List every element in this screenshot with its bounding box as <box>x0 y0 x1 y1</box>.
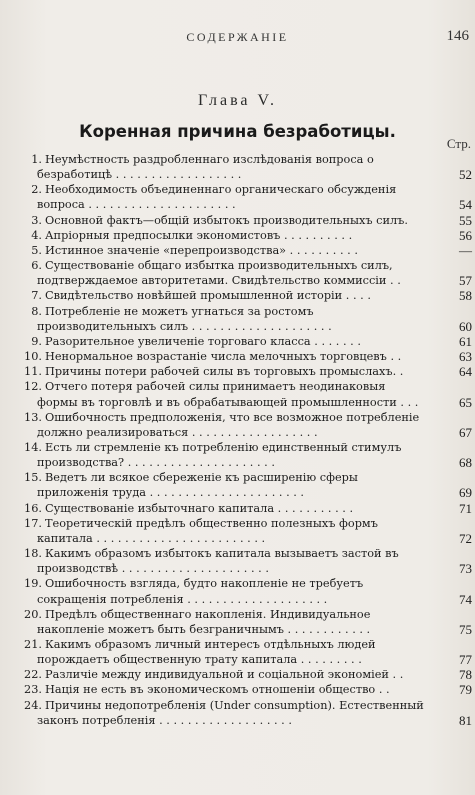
toc-entry-title: Какимъ образомъ избытокъ капитала вызываетъ застой въ производствѣ . . . . . . . . . . . . . . . . . . . . . <box>37 547 399 576</box>
toc-entry-number: 7. <box>31 289 42 303</box>
toc-entry-number: 21. <box>24 638 42 651</box>
running-head-title: СОДЕРЖАНІЕ <box>186 30 289 44</box>
toc-entry <box>24 667 472 683</box>
toc-entry-number: 23. <box>24 683 42 697</box>
toc-entry <box>24 470 472 501</box>
toc-entry-number: 10. <box>24 350 42 364</box>
toc-entry-title: Теоретическій предѣлъ общественно полезныхъ формъ капитала . . . . . . . . . . . . . . . . . . . . . . . . <box>37 516 378 545</box>
toc-entry-page: 52 <box>459 167 472 183</box>
toc-entry-number: 24. <box>24 698 42 712</box>
toc-entry <box>24 182 472 213</box>
toc-entry-title: Причины недопотребленія (Under consumption). Естественный законъ потребленія . . . . . . . . . . . . . . . . . . . <box>37 698 424 727</box>
toc-entry-page: 58 <box>459 288 472 304</box>
toc-entry-number: 14. <box>24 440 42 454</box>
toc-entry <box>24 440 472 471</box>
toc-entry-number: 12. <box>24 380 42 394</box>
toc-entry-page: 74 <box>459 591 472 607</box>
toc-entry-page: 69 <box>459 485 472 501</box>
toc-entry <box>24 242 472 258</box>
toc-entry-title: Какимъ образомъ личный интересъ отдѣльныхъ людей порождаетъ общественную трату капитала . . . . . . . . . <box>37 638 376 667</box>
toc-entry-page: 61 <box>459 333 472 349</box>
toc-entry-number: 16. <box>24 501 42 515</box>
toc-entry-number: 3. <box>31 213 42 227</box>
toc-entry-number: 13. <box>24 410 42 424</box>
toc-entry-page: — <box>459 242 472 258</box>
toc-entry <box>24 364 472 380</box>
toc-entry-page: 81 <box>459 712 472 728</box>
toc-entry-number: 6. <box>31 259 42 273</box>
toc-entry-page: 63 <box>459 349 472 365</box>
chapter-label: Глава V. <box>197 92 278 109</box>
toc-entry <box>24 576 472 607</box>
toc-entry <box>24 500 472 516</box>
toc-entry-page: 65 <box>459 394 472 410</box>
toc-entry <box>24 410 472 440</box>
toc-entry-page: 75 <box>459 621 472 637</box>
toc-entry-number: 2. <box>31 183 42 197</box>
toc-entry-title: Есть ли стремленіе къ потребленію единственный стимулъ производства? . . . . . . . . . . . . . . . . . . . . . <box>37 440 402 470</box>
toc-entry-title: Апріорныя предпосылки экономистовъ . . . . . . . . . . <box>45 228 353 242</box>
toc-entry-title: Предѣлъ общественнаго накопленія. Индивидуальное накопленіе можетъ быть безграничнымъ . . . . . . . . . . . . <box>37 607 371 636</box>
toc-entry-title: Отчего потеря рабочей силы принимаетъ неодинаковыя формы въ торговлѣ и въ обрабатывающей промышленности . . . <box>37 380 419 409</box>
toc-entry-title: Необходимость объединеннаго органическаго обсужденія вопроса . . . . . . . . . . . . . . . . . . . . . <box>37 183 397 212</box>
toc-entry <box>24 333 472 349</box>
table-of-contents <box>24 152 472 728</box>
toc-entry <box>24 349 472 365</box>
toc-entry-title: Неумѣстность раздробленнаго изслѣдованія вопроса о безработицѣ . . . . . . . . . . . . . . . . . . <box>37 153 374 182</box>
toc-entry-page: 79 <box>459 682 472 698</box>
toc-entry-title: Существованіе избыточнаго капитала . . . . . . . . . . . <box>45 501 354 515</box>
toc-entry-title: Ошибочность предположенія, что все возможное потребленіе должно реализироваться . . . . . . . . . . . . . . . . . . <box>37 410 420 439</box>
toc-entry <box>24 152 472 183</box>
toc-entry <box>24 288 472 304</box>
toc-entry-page: 71 <box>459 500 472 516</box>
toc-entry-page: 54 <box>459 197 472 213</box>
page-number: 146 <box>446 28 469 44</box>
toc-entry-title: Потребленіе не можетъ угнаться за ростомъ производительныхъ силъ . . . . . . . . . . . . . . . . . . . . <box>37 304 332 333</box>
toc-entry <box>24 379 472 410</box>
toc-entry-title: Ошибочность взгляда, будто накопленіе не требуетъ сокращенія потребленія . . . . . . . . . . . . . . . . . . . . <box>37 577 364 606</box>
toc-entry-number: 18. <box>24 547 42 561</box>
toc-entry-title: Различіе между индивидуальной и соціальной экономіей . . <box>45 668 404 682</box>
toc-entry-title: Основной фактъ—общій избытокъ производительныхъ силъ. <box>45 213 408 227</box>
toc-entry-page: 60 <box>459 318 472 334</box>
toc-entry-number: 17. <box>24 516 42 530</box>
toc-entry-page: 72 <box>459 530 472 546</box>
toc-entry-page: 56 <box>459 227 472 243</box>
toc-entry <box>24 516 472 546</box>
toc-entry-number: 11. <box>24 365 42 379</box>
toc-entry <box>24 258 472 289</box>
toc-entry <box>24 698 472 728</box>
toc-entry-title: Свидѣтельство новѣйшей промышленной исторіи . . . . <box>45 289 371 303</box>
toc-entry <box>24 607 472 637</box>
toc-entry-title: Существованіе общаго избытка производительныхъ силъ, подтверждаемое авторитетами. Свидѣтельство коммиссіи . . <box>37 259 401 288</box>
toc-entry-page: 64 <box>459 364 472 380</box>
toc-entry-number: 20. <box>24 607 42 621</box>
toc-entry-page: 73 <box>459 561 472 577</box>
page-column-header: Стр. <box>446 136 471 151</box>
toc-entry <box>24 227 472 243</box>
toc-entry-title: Разорительное увеличеніе торговаго класса . . . . . . . <box>45 334 361 348</box>
toc-entry-number: 9. <box>31 334 42 348</box>
toc-entry-number: 4. <box>31 228 42 242</box>
toc-entry <box>24 682 472 698</box>
toc-entry-number: 5. <box>31 243 42 257</box>
toc-entry-page: 68 <box>459 455 472 471</box>
toc-entry-title: Причины потери рабочей силы въ торговыхъ промыслахъ. . <box>45 365 404 379</box>
toc-entry-page: 67 <box>459 424 472 440</box>
running-head <box>0 30 475 50</box>
toc-entry-title: Нація не есть въ экономическомъ отношеніи общество . . <box>45 683 390 697</box>
toc-entry <box>24 637 472 668</box>
toc-entry-number: 22. <box>24 668 42 682</box>
toc-entry-page: 78 <box>459 667 472 683</box>
toc-entry-page: 55 <box>459 212 472 228</box>
toc-entry <box>24 546 472 577</box>
toc-entry-title: Ненормальное возрастаніе числа мелочныхъ торговцевъ . . <box>45 350 402 364</box>
toc-entry-page: 77 <box>459 652 472 668</box>
toc-entry-number: 1. <box>31 153 42 166</box>
toc-entry-number: 19. <box>24 577 42 591</box>
toc-entry-number: 8. <box>31 304 42 318</box>
toc-entry-number: 15. <box>24 471 42 485</box>
toc-entry-page: 57 <box>459 273 472 289</box>
toc-entry-title: Истинное значеніе «перепроизводства» . . . . . . . . . . <box>45 243 358 257</box>
toc-entry <box>24 212 472 228</box>
toc-entry <box>24 304 472 334</box>
toc-entry-title: Ведетъ ли всякое сбереженіе къ расширенію сферы приложенія труда . . . . . . . . . . . . . . . . . . . . . . <box>37 471 358 500</box>
chapter-title: Коренная причина безработицы. <box>79 122 396 141</box>
